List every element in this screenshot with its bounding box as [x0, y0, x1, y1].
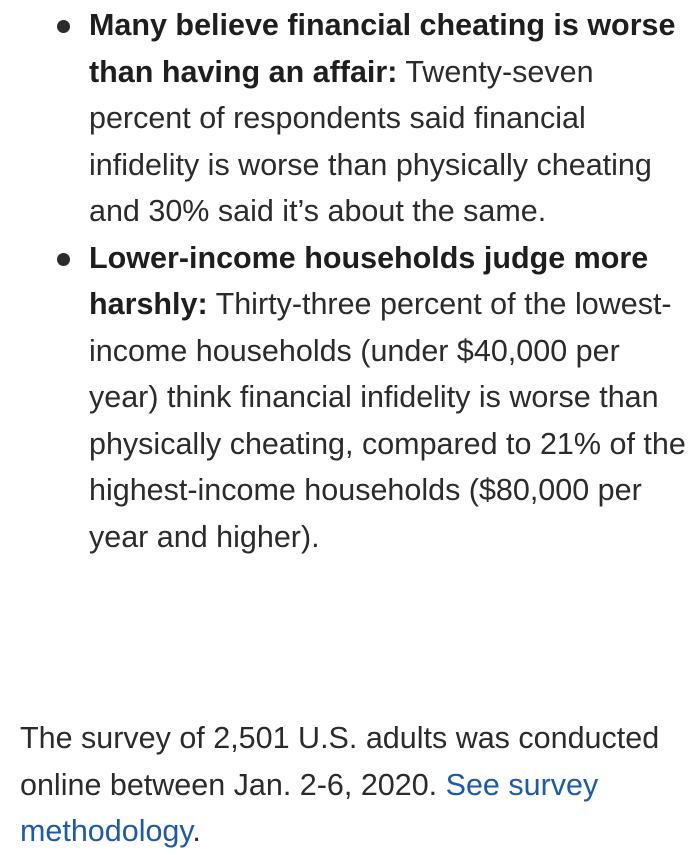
survey-methodology-link[interactable]: See survey methodology: [20, 767, 599, 848]
bullet-heading: Lower-income households judge more harshly:: [89, 240, 649, 321]
list-item: [0, 2, 700, 235]
bullet-heading: Many believe financial cheating is worse than having an affair:: [89, 8, 676, 89]
bullet-text: Twenty-seven percent of respondents said financial infidelity is worse than physically cheating and 30% said it’s about the same.: [89, 54, 652, 228]
survey-end-punctuation: .: [192, 814, 201, 848]
findings-list: [0, 2, 700, 560]
list-item: [0, 235, 700, 561]
survey-text: The survey of 2,501 U.S. adults was conducted online between Jan. 2-6, 2020.: [20, 721, 660, 802]
bullet-icon: [57, 253, 70, 266]
survey-paragraph: [20, 715, 690, 855]
bullet-icon: [57, 20, 70, 33]
bullet-text: Thirty-three percent of the lowest-income households (under $40,000 per year) think financial infidelity is worse than physically cheating, compared to 21% of the highest-income households ($80,000 per year and higher).: [89, 287, 686, 554]
